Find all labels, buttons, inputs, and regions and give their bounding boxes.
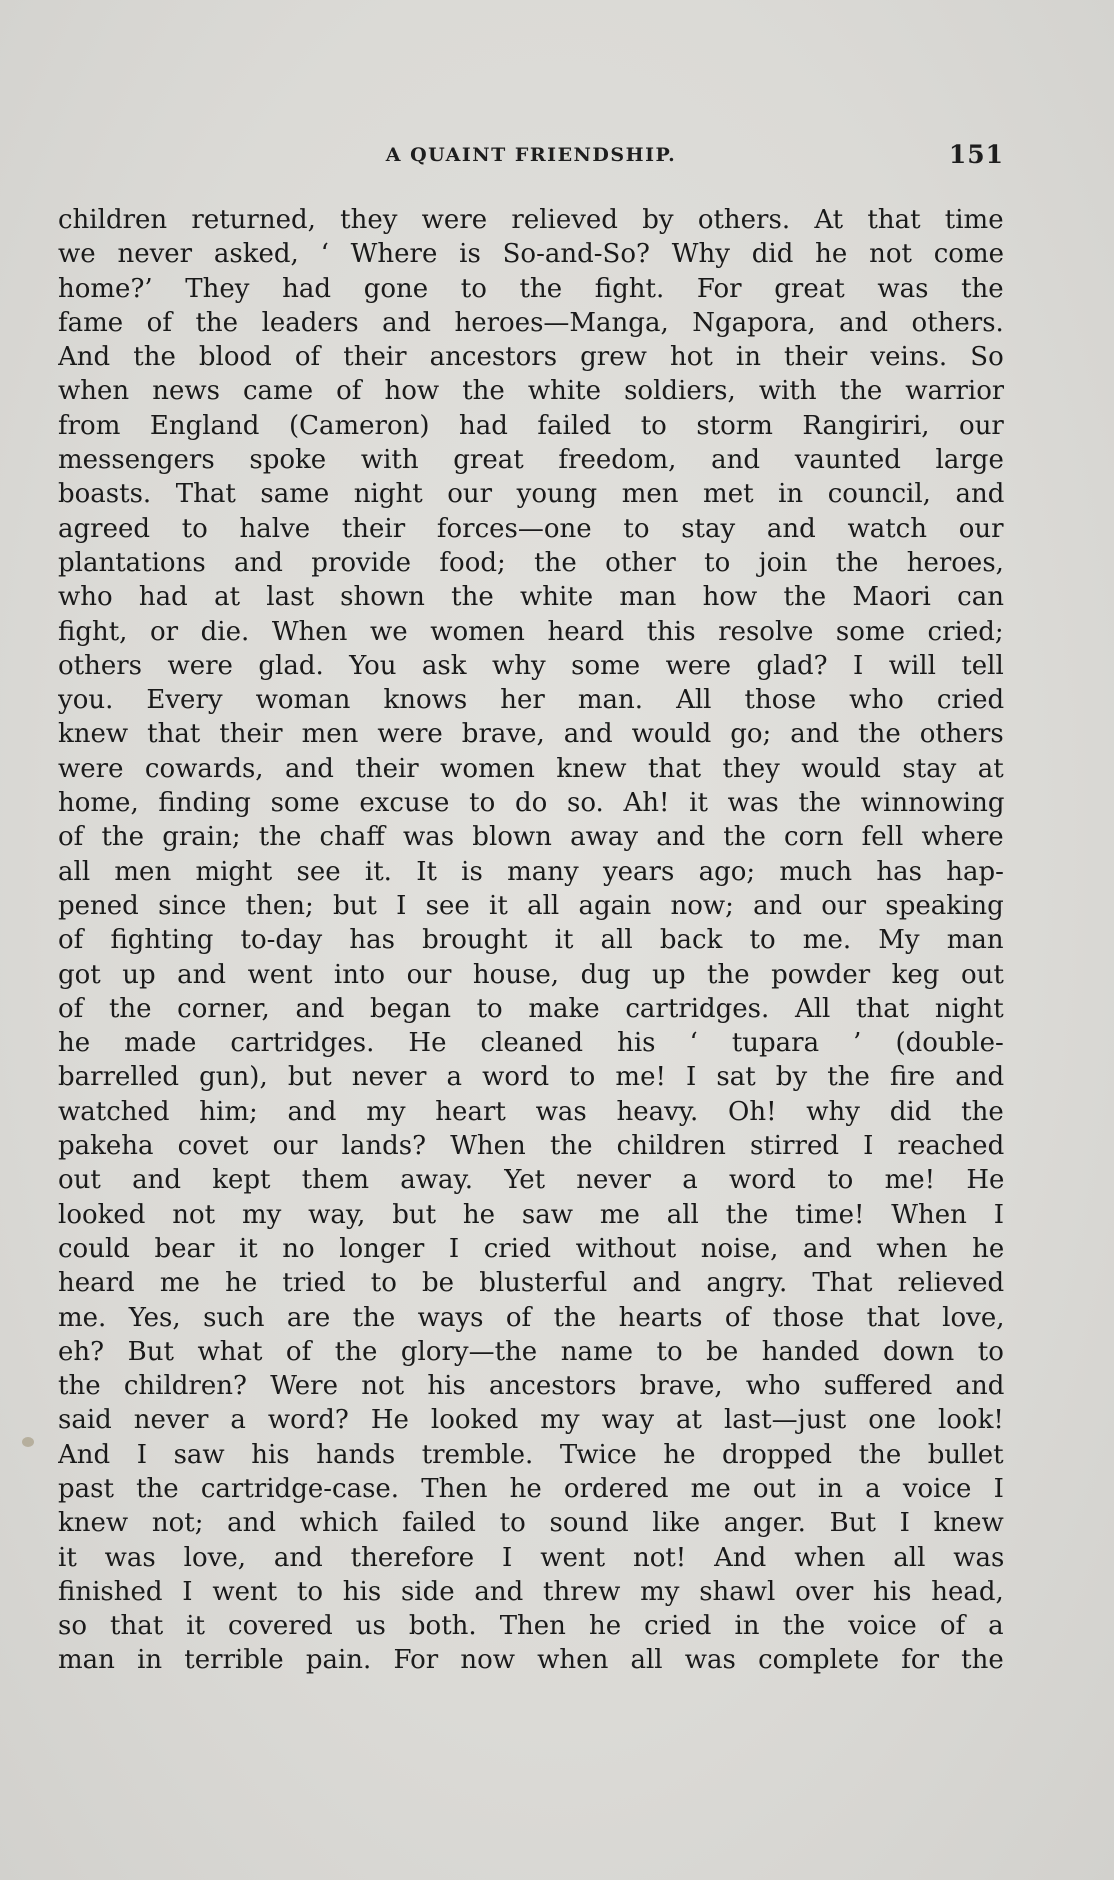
text-line: said never a word? He looked my way at last—just one look! xyxy=(58,1405,1004,1436)
text-line: others were glad. You ask why some were glad? I will tell xyxy=(58,650,1004,681)
text-line: plantations and provide food; the other to join the heroes, xyxy=(58,547,1004,578)
text-line: home?’ They had gone to the fight. For great was the xyxy=(58,273,1004,304)
running-title: A QUAINT FRIENDSHIP. xyxy=(385,144,677,166)
text-line: knew not; and which failed to sound like anger. But I knew xyxy=(58,1508,1004,1539)
text-line: past the cartridge-case. Then he ordered me out in a voice I xyxy=(58,1473,1004,1504)
text-line: And the blood of their ancestors grew hot in their veins. So xyxy=(58,342,1004,373)
text-line: out and kept them away. Yet never a word to me! He xyxy=(58,1165,1004,1196)
text-line: it was love, and therefore I went not! And when all was xyxy=(58,1542,1004,1573)
text-line: the children? Were not his ancestors brave, who suffered and xyxy=(58,1371,1004,1402)
text-line: so that it covered us both. Then he cried in the voice of a xyxy=(58,1611,1004,1642)
text-line: me. Yes, such are the ways of the hearts of those that love, xyxy=(58,1302,1004,1333)
text-line: boasts. That same night our young men met in council, and xyxy=(58,479,1004,510)
text-line: could bear it no longer I cried without noise, and when he xyxy=(58,1233,1004,1264)
text-line: eh? But what of the glory—the name to be handed down to xyxy=(58,1336,1004,1367)
page-header xyxy=(58,140,1004,170)
text-line: watched him; and my heart was heavy. Oh! why did the xyxy=(58,1096,1004,1127)
text-line: were cowards, and their women knew that they would stay at xyxy=(58,753,1004,784)
text-line: who had at last shown the white man how the Maori can xyxy=(58,582,1004,613)
text-line: messengers spoke with great freedom, and vaunted large xyxy=(58,445,1004,476)
text-line: agreed to halve their forces—one to stay and watch our xyxy=(58,513,1004,544)
text-line: looked not my way, but he saw me all the time! When I xyxy=(58,1199,1004,1230)
text-line: pakeha covet our lands? When the children stirred I reached xyxy=(58,1131,1004,1162)
text-line: children returned, they were relieved by others. At that time xyxy=(58,205,1004,235)
text-line: from England (Cameron) had failed to storm Rangiriri, our xyxy=(58,410,1004,441)
text-line: man in terrible pain. For now when all was complete for the xyxy=(58,1645,1004,1676)
text-line: of the corner, and began to make cartridges. All that night xyxy=(58,993,1004,1024)
page-number: 151 xyxy=(948,140,1004,169)
text-line: barrelled gun), but never a word to me! I sat by the fire and xyxy=(58,1062,1004,1093)
text-line: heard me he tried to be blusterful and angry. That relieved xyxy=(58,1268,1004,1299)
text-line: of the grain; the chaff was blown away and the corn fell where xyxy=(58,822,1004,853)
text-line: he made cartridges. He cleaned his ‘ tupara ’ (double- xyxy=(58,1028,1004,1059)
text-line: all men might see it. It is many years ago; much has hap- xyxy=(58,856,1004,887)
text-line: got up and went into our house, dug up the powder keg out xyxy=(58,959,1004,990)
text-line: you. Every woman knows her man. All those who cried xyxy=(58,685,1004,716)
text-line: fame of the leaders and heroes—Manga, Ngapora, and others. xyxy=(58,307,1004,338)
text-line: knew that their men were brave, and would go; and the others xyxy=(58,719,1004,750)
paper-stain xyxy=(22,1437,34,1447)
text-line: of fighting to-day has brought it all back to me. My man xyxy=(58,925,1004,956)
text-line: home, finding some excuse to do so. Ah! it was the winnowing xyxy=(58,788,1004,819)
text-line: fight, or die. When we women heard this resolve some cried; xyxy=(58,616,1004,647)
body-text xyxy=(58,203,1004,1678)
text-line: pened since then; but I see it all again now; and our speaking xyxy=(58,890,1004,921)
text-line: when news came of how the white soldiers, with the warrior xyxy=(58,376,1004,407)
text-line: And I saw his hands tremble. Twice he dropped the bullet xyxy=(58,1439,1004,1470)
text-line: we never asked, ‘ Where is So-and-So? Why did he not come xyxy=(58,239,1004,270)
text-line: finished I went to his side and threw my shawl over his head, xyxy=(58,1576,1004,1607)
